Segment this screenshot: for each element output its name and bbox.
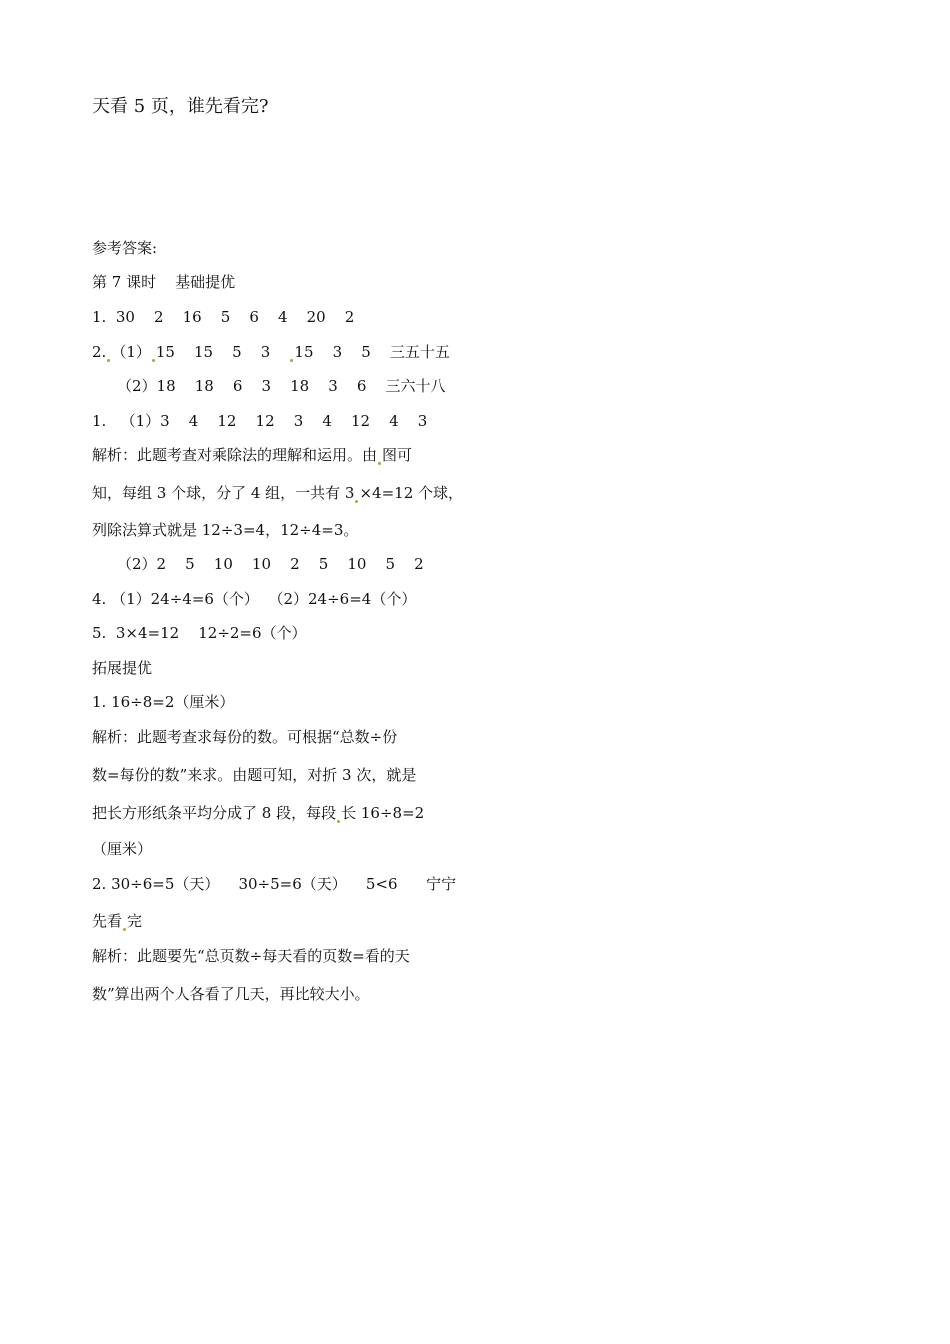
answer-text: 15 15 5 3 [155, 343, 290, 361]
analysis-text: ×4=12 个球， [359, 484, 464, 502]
answer-line [92, 342, 450, 362]
analysis-line: 列除法算式就是 12÷3=4，12÷4=3。 [92, 521, 359, 539]
analysis-text: 长 16÷8=2 [341, 804, 425, 822]
analysis-line: 解析：此题考查求每份的数。可根据“总数÷份 [92, 728, 398, 746]
lesson-title: 第 7 课时 基础提优 [92, 273, 236, 291]
answer-line: 1. （1）3 4 12 12 3 4 12 4 3 [92, 412, 428, 430]
section-title: 拓展提优 [92, 659, 153, 677]
answer-line: 4. （1）24÷4=6（个） （2）24÷6=4（个） [92, 590, 417, 608]
answer-line: （2）2 5 10 10 2 5 10 5 2 [117, 555, 424, 573]
answer-text: 2. [92, 343, 107, 361]
analysis-text: 图可 [382, 446, 413, 464]
analysis-line: 数=每份的数”来求。由题可知，对折 3 次，就是 [92, 766, 417, 784]
answer-text: 完 [127, 912, 143, 930]
answer-text: 先看 [92, 912, 123, 930]
analysis-line [92, 803, 424, 823]
scan-mark [152, 359, 155, 362]
analysis-line: 解析：此题要先“总页数÷每天看的页数=看的天 [92, 947, 410, 965]
scan-mark [107, 359, 110, 362]
analysis-line [92, 483, 463, 503]
answer-line: 1. 30 2 16 5 6 4 20 2 [92, 308, 355, 326]
answer-line: 2. 30÷6=5（天） 30÷5=6（天） 5<6 宁宁 [92, 875, 457, 893]
analysis-line: （厘米） [92, 840, 153, 858]
scan-mark [290, 359, 293, 362]
scan-mark [378, 462, 381, 465]
analysis-line: 数”算出两个人各看了几天，再比较大小。 [92, 985, 370, 1003]
question-fragment: 天看 5 页，谁先看完? [92, 96, 269, 117]
analysis-text: 把长方形纸条平均分成了 8 段，每段 [92, 804, 337, 822]
answer-text: （1） [111, 343, 151, 361]
scan-mark [337, 820, 340, 823]
answers-title: 参考答案: [92, 239, 158, 257]
answer-line: 1. 16÷8=2（厘米） [92, 693, 235, 711]
answer-line [92, 911, 142, 931]
analysis-text: 知，每组 3 个球，分了 4 组，一共有 3 [92, 484, 355, 502]
analysis-line [92, 445, 412, 465]
analysis-text: 解析：此题考查对乘除法的理解和运用。由 [92, 446, 378, 464]
answer-line: （2）18 18 6 3 18 3 6 三六十八 [117, 377, 446, 395]
answer-text: 15 3 5 三五十五 [294, 343, 450, 361]
scan-mark [123, 928, 126, 931]
answer-line: 5. 3×4=12 12÷2=6（个） [92, 624, 307, 642]
